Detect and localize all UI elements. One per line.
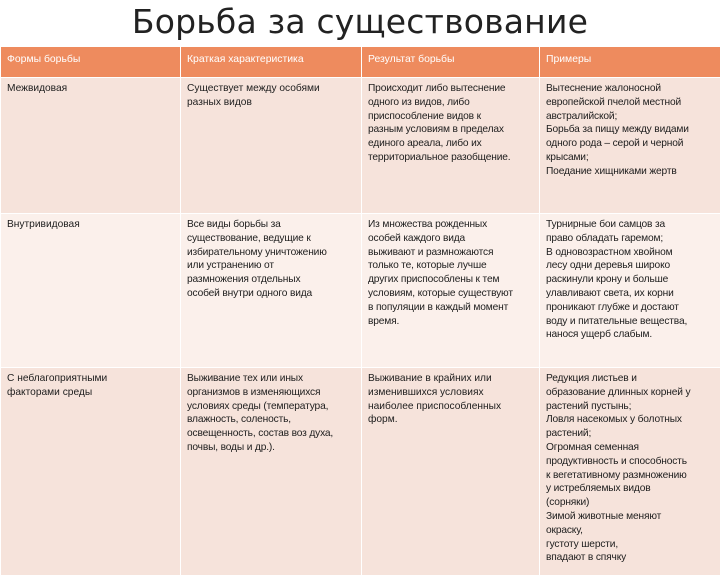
cell-line: проникают глубже и достают — [546, 301, 715, 315]
header-result: Результат борьбы — [362, 47, 540, 78]
cell-line: особей внутри одного вида — [187, 287, 356, 301]
cell-line: продуктивность и способность — [546, 455, 715, 469]
cell-line: существование, ведущие к — [187, 232, 356, 246]
table-row — [1, 214, 720, 368]
cell-line: лесу одни деревья широко — [546, 259, 715, 273]
cell-line: раскинули крону и больше — [546, 273, 715, 287]
cell-line: растений пустынь; — [546, 400, 715, 414]
cell-line: Зимой животные меняют — [546, 510, 715, 524]
cell-examples — [540, 214, 720, 368]
cell-line: Вытеснение жалоносной — [546, 82, 715, 96]
cell-line: растений; — [546, 427, 715, 441]
cell-line: избирательному уничтожению — [187, 246, 356, 260]
cell-line: улавливают света, их корни — [546, 287, 715, 301]
cell-examples — [540, 368, 720, 576]
cell-line: Существует между особями — [187, 82, 356, 96]
cell-line: право обладать гаремом; — [546, 232, 715, 246]
cell-line: форм. — [368, 413, 534, 427]
cell-line: австралийской; — [546, 110, 715, 124]
cell-line: В одновозрастном хвойном — [546, 246, 715, 260]
cell-examples — [540, 78, 720, 214]
cell-line: к вегетативному размножению — [546, 469, 715, 483]
cell-line: наиболее приспособленных — [368, 400, 534, 414]
cell-line: воду и питательные вещества, — [546, 315, 715, 329]
cell-line: Огромная семенная — [546, 441, 715, 455]
cell-form — [1, 214, 181, 368]
cell-line: условиям, которые существуют — [368, 287, 534, 301]
table-row — [1, 368, 720, 576]
cell-line: размножения отдельных — [187, 273, 356, 287]
cell-line: факторами среды — [7, 386, 175, 400]
cell-characteristic — [181, 78, 362, 214]
cell-line: Выживание тех или иных — [187, 372, 356, 386]
cell-line: (сорняки) — [546, 496, 715, 510]
cell-line: у истребляемых видов — [546, 482, 715, 496]
cell-line: Борьба за пищу между видами — [546, 123, 715, 137]
cell-form — [1, 78, 181, 214]
cell-line: одного из видов, либо — [368, 96, 534, 110]
cell-line: С неблагоприятными — [7, 372, 175, 386]
cell-line: густоту шерсти, — [546, 538, 715, 552]
cell-line: одного рода – серой и черной — [546, 137, 715, 151]
cell-characteristic — [181, 214, 362, 368]
cell-line: образование длинных корней у — [546, 386, 715, 400]
cell-line: только те, которые лучше — [368, 259, 534, 273]
cell-line: время. — [368, 315, 534, 329]
cell-line: или устранению от — [187, 259, 356, 273]
header-characteristic: Краткая характеристика — [181, 47, 362, 78]
cell-line: Межвидовая — [7, 82, 175, 96]
cell-line: выживают и размножаются — [368, 246, 534, 260]
cell-line: окраску, — [546, 524, 715, 538]
cell-line: приспособление видов к — [368, 110, 534, 124]
cell-line: освещенность, состав воз духа, — [187, 427, 356, 441]
cell-line: Турнирные бои самцов за — [546, 218, 715, 232]
struggle-table — [0, 46, 720, 576]
cell-line: впадают в спячку — [546, 551, 715, 565]
cell-line: Все виды борьбы за — [187, 218, 356, 232]
cell-result — [362, 214, 540, 368]
cell-line: организмов в изменяющихся — [187, 386, 356, 400]
cell-line: влажность, соленость, — [187, 413, 356, 427]
cell-line: Внутривидовая — [7, 218, 175, 232]
cell-line: почвы, воды и др.). — [187, 441, 356, 455]
cell-line: Редукция листьев и — [546, 372, 715, 386]
table-header-row — [1, 47, 720, 78]
page-title: Борьба за существование — [0, 2, 720, 41]
cell-result — [362, 368, 540, 576]
cell-characteristic — [181, 368, 362, 576]
cell-line: Выживание в крайних или — [368, 372, 534, 386]
cell-line: особей каждого вида — [368, 232, 534, 246]
cell-line: Ловля насекомых у болотных — [546, 413, 715, 427]
cell-line: других приспособлены к тем — [368, 273, 534, 287]
cell-line: крысами; — [546, 151, 715, 165]
cell-line: Происходит либо вытеснение — [368, 82, 534, 96]
cell-line: европейской пчелой местной — [546, 96, 715, 110]
cell-line: разных видов — [187, 96, 356, 110]
cell-line: Из множества рожденных — [368, 218, 534, 232]
cell-line: в популяции в каждый момент — [368, 301, 534, 315]
table-row — [1, 78, 720, 214]
cell-line: нанося ущерб слабым. — [546, 328, 715, 342]
cell-line: территориальное разобщение. — [368, 151, 534, 165]
cell-line: разным условиям в пределах — [368, 123, 534, 137]
cell-line: условиях среды (температура, — [187, 400, 356, 414]
header-examples: Примеры — [540, 47, 720, 78]
cell-result — [362, 78, 540, 214]
cell-line: Поедание хищниками жертв — [546, 165, 715, 179]
cell-line: изменившихся условиях — [368, 386, 534, 400]
header-forms: Формы борьбы — [1, 47, 181, 78]
cell-line: единого ареала, либо их — [368, 137, 534, 151]
cell-form — [1, 368, 181, 576]
